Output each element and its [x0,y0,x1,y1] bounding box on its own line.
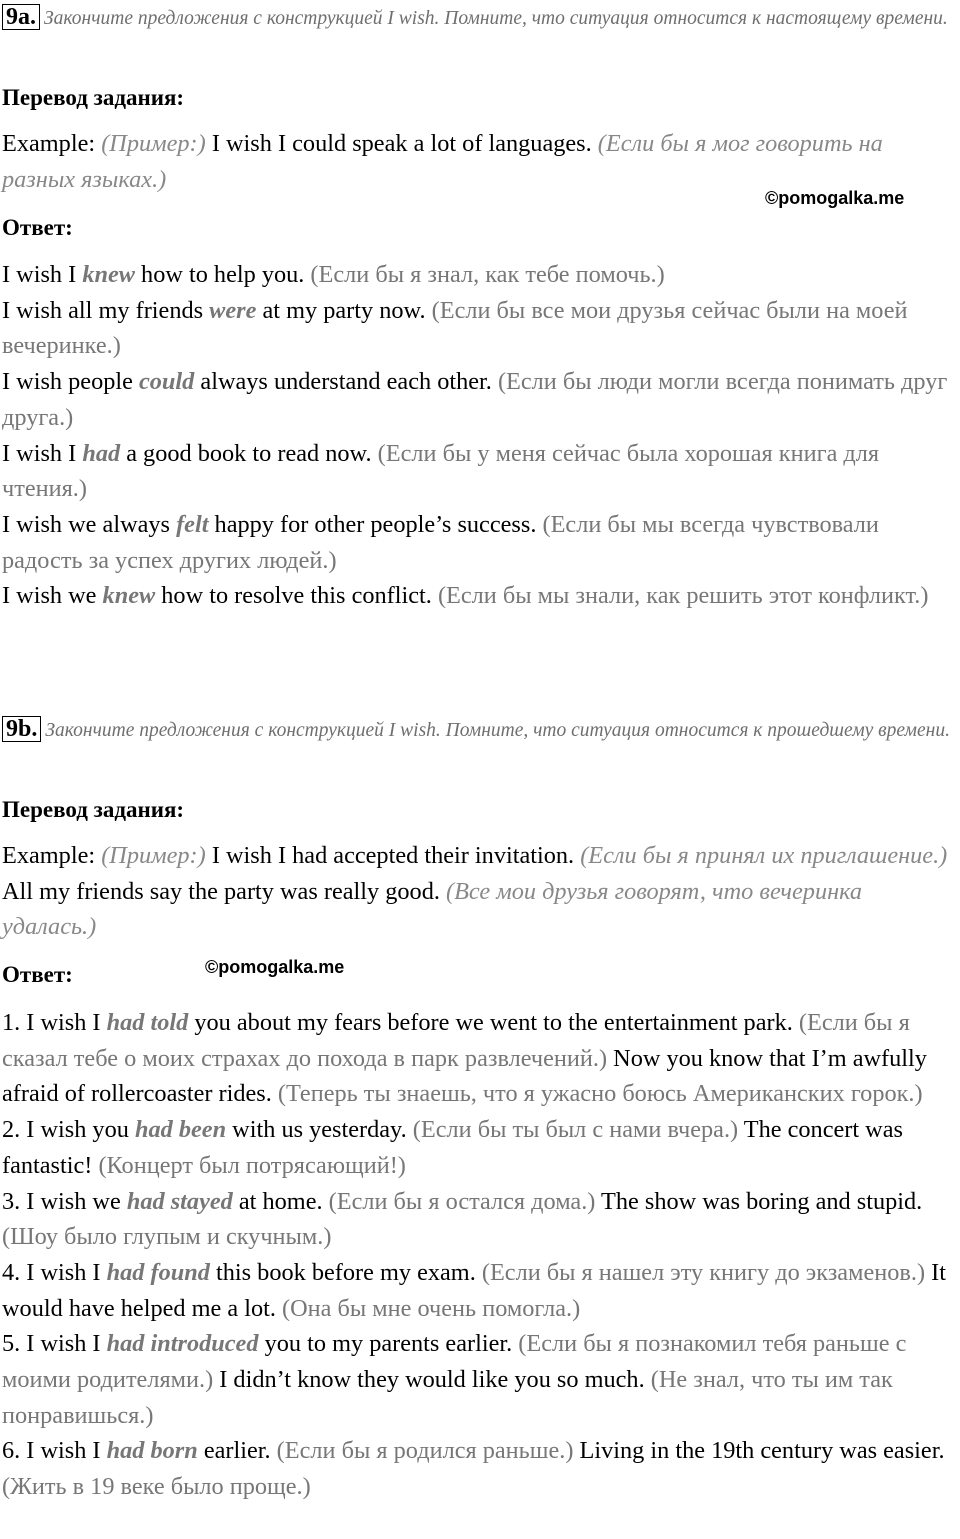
answer-header-9b: Ответ: [2,962,73,987]
answer-word: had told [106,1009,189,1036]
item-text: earlier. [197,1437,271,1465]
answer-item [2,436,960,507]
example-label-translation: (Пример:) [101,130,206,157]
answer-word: had stayed [126,1187,233,1215]
item-translation: (Теперь ты знаешь, что я ужасно боюсь Американских горок.) [271,1080,923,1108]
translation-header-9b: Перевод задания: [2,797,185,822]
item-translation: (Если бы я сказал тебе о моих страхах до похода в парк развлечений.) [2,1009,910,1072]
item-translation: (Если бы я остался дома.) [322,1187,596,1215]
item-text: happy for other people’s success. [208,510,537,538]
item-text: this book before my exam. [209,1258,476,1286]
answer-item [2,1005,960,1112]
instruction-text: Закончите предложения с конструкцией I wish. Помните, что ситуация относится к настоящему времени. [44,8,948,29]
example-translation-2: (Все мои друзья говорят, что вечеринка удалась.) [2,877,863,941]
answer-word: felt [176,510,209,538]
item-translation: (Концерт был потрясающий!) [92,1151,406,1179]
answer-list-9a [2,257,960,614]
answer-word: had introduced [106,1330,259,1358]
translation-header-9a: Перевод задания: [2,85,185,110]
item-text: It would have helped me a lot. [2,1258,946,1322]
item-text: Living in the 19th century was easier. [573,1437,945,1465]
item-text: 2. I wish you [2,1116,135,1144]
answer-word: had been [134,1116,227,1144]
item-translation: (Она бы мне очень помогла.) [275,1294,581,1322]
item-text: you to my parents earlier. [258,1330,513,1358]
item-text: Now you know that I’m awfully afraid of rollercoaster rides. [2,1044,927,1108]
example-text: I wish I could speak a lot of languages. [211,130,592,157]
item-text: The show was boring and stupid. [595,1187,923,1215]
item-text: you about my fears before we went to the entertainment park. [188,1009,793,1036]
item-text: I wish I [2,261,83,288]
item-text: I wish I [2,439,83,467]
item-text: with us yesterday. [226,1116,407,1144]
example-9b [2,838,960,945]
item-text: I wish people [2,368,139,396]
answer-word: had born [106,1437,198,1465]
example-translation: (Если бы я принял их приглашение.) [580,842,948,869]
example-label-translation: (Пример:) [101,842,206,869]
item-text: 3. I wish we [2,1187,127,1215]
item-translation: (Если бы я знал, как тебе помочь.) [304,261,665,288]
example-translation: (Если бы я мог говорить на разных языках.) [2,130,883,193]
task-number-9a: 9a. [2,4,40,30]
item-translation: (Если бы у меня сейчас была хорошая книга для чтения.) [2,439,880,503]
instruction-text: Закончите предложения с конструкцией I wish. Помните, что ситуация относится к прошедшему времени. [45,720,950,741]
item-text: The concert was fantastic! [2,1116,903,1179]
item-translation: (Не знал, что ты им так понравишься.) [2,1366,893,1429]
answer-item [2,293,960,364]
answer-item [2,507,960,578]
item-text: how to resolve this conflict. [155,582,432,610]
item-translation: (Если бы я нашел эту книгу до экзаменов.) [475,1258,926,1286]
item-text: 6. I wish I [2,1437,107,1465]
item-text: at home. [232,1187,323,1215]
example-9a [2,126,960,197]
item-text: 1. I wish I [2,1009,107,1036]
item-translation: (Если бы мы всегда чувствовали радость за успех других людей.) [2,510,879,574]
answer-item [2,257,960,293]
example-text: I wish I had accepted their invitation. [211,842,575,869]
watermark: ©pomogalka.me [765,188,905,208]
watermark: ©pomogalka.me [205,957,345,977]
item-translation: (Шоу было глупым и скучным.) [2,1223,332,1251]
answer-item [2,1255,960,1326]
answer-word: had [82,439,121,467]
answer-item [2,1112,960,1183]
item-translation: (Если бы я родился раньше.) [270,1437,574,1465]
answer-item [2,1326,960,1433]
item-text: I didn’t know they would like you so much. [213,1366,645,1394]
task-number-9b: 9b. [2,716,41,742]
item-text: always understand each other. [194,368,492,396]
item-text: I wish we always [2,510,177,538]
example-label: Example: [2,130,96,157]
item-text: a good book to read now. [120,439,372,467]
example-text-2: All my friends say the party was really good. [2,877,440,905]
item-translation: (Если бы мы знали, как решить этот конфликт.) [431,582,929,610]
answer-word: could [138,368,195,396]
answer-list-9b [2,1005,960,1505]
example-label: Example: [2,842,96,869]
answer-item [2,1184,960,1255]
item-text: 4. I wish I [2,1258,107,1286]
item-translation: (Если бы я познакомил тебя раньше с моими родителями.) [2,1330,907,1394]
item-text: I wish we [2,582,103,610]
answer-item [2,1433,960,1504]
answer-header-9a: Ответ: [2,215,73,240]
item-text: 5. I wish I [2,1330,107,1358]
item-text: I wish all my friends [2,296,210,324]
answer-word: knew [102,582,156,610]
item-text: how to help you. [134,261,305,288]
task-9b-instruction [2,714,960,747]
answer-word: were [209,296,257,324]
item-translation: (Если бы все мои друзья сейчас были на моей вечеринке.) [2,296,908,360]
answer-word: had found [106,1258,210,1286]
item-translation: (Если бы ты был с нами вчера.) [406,1116,739,1144]
answer-item [2,578,960,614]
item-translation: (Если бы люди могли всегда понимать друг друга.) [2,368,948,431]
answer-item [2,364,960,435]
item-translation: (Жить в 19 веке было проще.) [2,1473,311,1501]
item-text: at my party now. [256,296,426,324]
task-9a-instruction [2,2,960,35]
answer-word: knew [82,261,135,288]
